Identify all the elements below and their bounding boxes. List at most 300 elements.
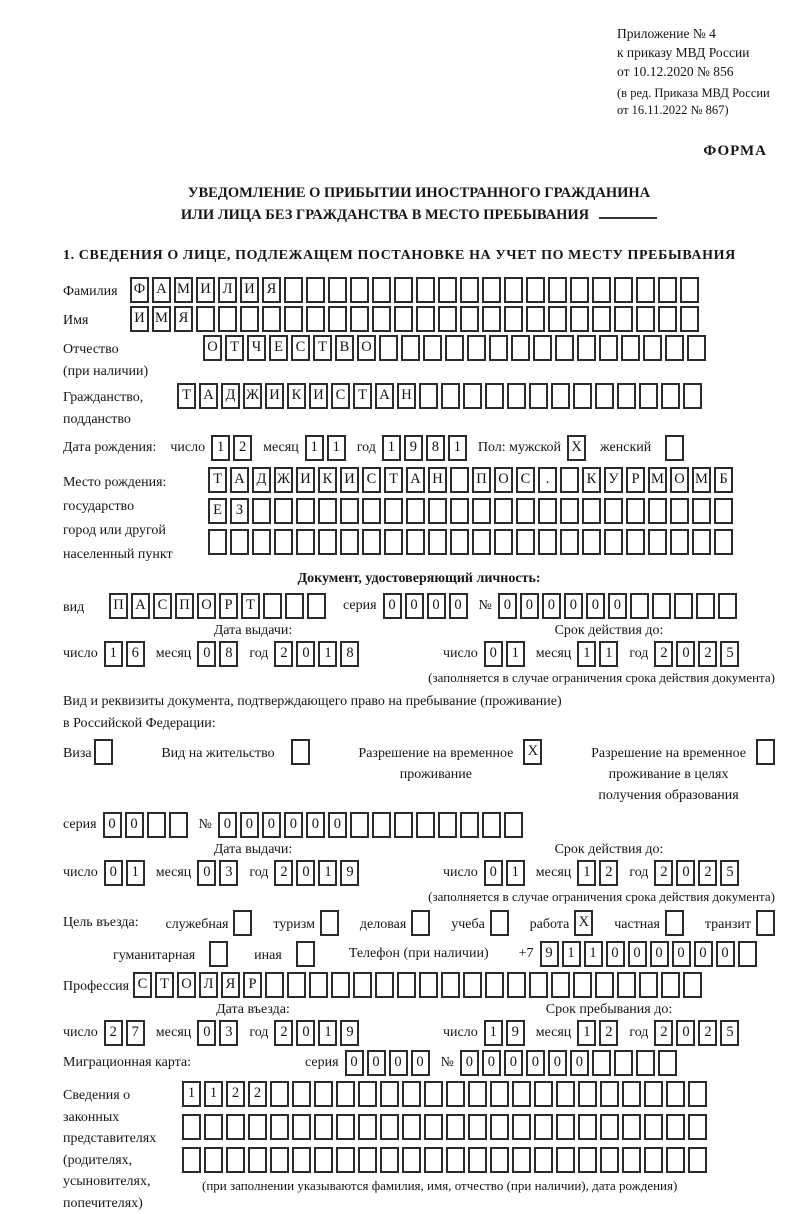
char-cell[interactable]: Т [353, 383, 372, 409]
char-cell[interactable] [604, 529, 623, 555]
char-cell[interactable]: О [357, 335, 376, 361]
char-cell[interactable]: 2 [599, 860, 618, 886]
char-cell[interactable] [644, 1081, 663, 1107]
char-cell[interactable] [512, 1114, 531, 1140]
char-cell[interactable]: 0 [197, 860, 216, 886]
char-cell[interactable] [218, 306, 237, 332]
char-cell[interactable] [182, 1147, 201, 1173]
char-cell[interactable]: Т [384, 467, 403, 493]
char-cell[interactable] [526, 306, 545, 332]
char-cell[interactable] [592, 277, 611, 303]
char-cell[interactable] [296, 529, 315, 555]
char-cell[interactable]: 0 [716, 941, 735, 967]
char-cell[interactable]: 2 [104, 1020, 123, 1046]
char-cell[interactable] [661, 383, 680, 409]
char-cell[interactable]: 2 [248, 1081, 267, 1107]
char-cell[interactable] [468, 1114, 487, 1140]
male-checkbox[interactable]: X [567, 435, 586, 461]
char-cell[interactable] [358, 1147, 377, 1173]
char-cell[interactable]: 1 [327, 435, 346, 461]
char-cell[interactable] [556, 1081, 575, 1107]
char-cell[interactable] [692, 529, 711, 555]
char-cell[interactable] [516, 498, 535, 524]
char-cell[interactable] [511, 335, 530, 361]
char-cell[interactable]: 1 [506, 860, 525, 886]
char-cell[interactable]: М [648, 467, 667, 493]
char-cell[interactable]: И [130, 306, 149, 332]
char-cell[interactable] [270, 1081, 289, 1107]
char-cell[interactable]: 0 [564, 593, 583, 619]
char-cell[interactable]: И [240, 277, 259, 303]
char-cell[interactable] [353, 972, 372, 998]
char-cell[interactable] [350, 812, 369, 838]
char-cell[interactable] [482, 306, 501, 332]
char-cell[interactable] [507, 383, 526, 409]
char-cell[interactable]: 0 [296, 1020, 315, 1046]
char-cell[interactable] [485, 383, 504, 409]
char-cell[interactable]: 0 [405, 593, 424, 619]
char-cell[interactable] [534, 1081, 553, 1107]
char-cell[interactable] [274, 498, 293, 524]
char-cell[interactable]: К [582, 467, 601, 493]
char-cell[interactable]: 1 [104, 641, 123, 667]
char-cell[interactable] [560, 498, 579, 524]
char-cell[interactable] [516, 529, 535, 555]
char-cell[interactable]: 8 [340, 641, 359, 667]
char-cell[interactable] [644, 1114, 663, 1140]
char-cell[interactable] [358, 1081, 377, 1107]
char-cell[interactable] [556, 1147, 575, 1173]
char-cell[interactable] [658, 1050, 677, 1076]
purpose-checkbox-tourism[interactable] [320, 910, 339, 936]
char-cell[interactable] [573, 972, 592, 998]
char-cell[interactable]: М [692, 467, 711, 493]
char-cell[interactable]: А [375, 383, 394, 409]
char-cell[interactable] [534, 1114, 553, 1140]
char-cell[interactable] [555, 335, 574, 361]
char-cell[interactable]: Р [219, 593, 238, 619]
char-cell[interactable] [380, 1147, 399, 1173]
char-cell[interactable]: А [199, 383, 218, 409]
char-cell[interactable] [362, 498, 381, 524]
char-cell[interactable] [648, 498, 667, 524]
char-cell[interactable] [468, 1147, 487, 1173]
char-cell[interactable]: 0 [520, 593, 539, 619]
char-cell[interactable] [460, 277, 479, 303]
char-cell[interactable] [595, 383, 614, 409]
char-cell[interactable]: 5 [720, 641, 739, 667]
char-cell[interactable]: 0 [296, 641, 315, 667]
char-cell[interactable] [688, 1147, 707, 1173]
char-cell[interactable] [643, 335, 662, 361]
char-cell[interactable]: С [362, 467, 381, 493]
char-cell[interactable] [362, 529, 381, 555]
char-cell[interactable] [314, 1147, 333, 1173]
char-cell[interactable]: 1 [318, 860, 337, 886]
char-cell[interactable]: И [196, 277, 215, 303]
char-cell[interactable]: К [318, 467, 337, 493]
char-cell[interactable] [636, 306, 655, 332]
char-cell[interactable] [240, 306, 259, 332]
char-cell[interactable]: У [604, 467, 623, 493]
char-cell[interactable]: С [516, 467, 535, 493]
char-cell[interactable] [578, 1081, 597, 1107]
char-cell[interactable]: 1 [182, 1081, 201, 1107]
char-cell[interactable]: М [152, 306, 171, 332]
char-cell[interactable] [394, 306, 413, 332]
char-cell[interactable]: 0 [449, 593, 468, 619]
char-cell[interactable] [485, 972, 504, 998]
char-cell[interactable]: Л [199, 972, 218, 998]
char-cell[interactable] [680, 306, 699, 332]
char-cell[interactable] [600, 1114, 619, 1140]
char-cell[interactable] [482, 812, 501, 838]
char-cell[interactable]: 0 [218, 812, 237, 838]
char-cell[interactable] [467, 335, 486, 361]
char-cell[interactable] [680, 277, 699, 303]
char-cell[interactable]: Т [241, 593, 260, 619]
char-cell[interactable]: 0 [125, 812, 144, 838]
char-cell[interactable]: Я [221, 972, 240, 998]
char-cell[interactable]: 0 [460, 1050, 479, 1076]
char-cell[interactable]: 0 [240, 812, 259, 838]
char-cell[interactable]: 9 [340, 860, 359, 886]
char-cell[interactable] [489, 335, 508, 361]
female-checkbox[interactable] [665, 435, 684, 461]
char-cell[interactable] [314, 1081, 333, 1107]
char-cell[interactable]: Ж [274, 467, 293, 493]
char-cell[interactable] [570, 277, 589, 303]
char-cell[interactable] [263, 593, 282, 619]
char-cell[interactable] [683, 972, 702, 998]
char-cell[interactable] [416, 306, 435, 332]
char-cell[interactable]: 0 [296, 860, 315, 886]
purpose-checkbox-humanitarian[interactable] [209, 941, 228, 967]
char-cell[interactable] [292, 1114, 311, 1140]
char-cell[interactable]: 0 [672, 941, 691, 967]
char-cell[interactable]: 1 [562, 941, 581, 967]
char-cell[interactable]: 1 [577, 641, 596, 667]
residence-permit-checkbox[interactable] [291, 739, 310, 765]
char-cell[interactable]: 0 [262, 812, 281, 838]
char-cell[interactable] [482, 277, 501, 303]
char-cell[interactable] [384, 498, 403, 524]
char-cell[interactable] [402, 1114, 421, 1140]
char-cell[interactable] [504, 812, 523, 838]
char-cell[interactable] [372, 277, 391, 303]
char-cell[interactable]: Б [714, 467, 733, 493]
char-cell[interactable]: П [109, 593, 128, 619]
char-cell[interactable]: Ч [247, 335, 266, 361]
char-cell[interactable] [463, 383, 482, 409]
char-cell[interactable] [248, 1114, 267, 1140]
char-cell[interactable] [538, 498, 557, 524]
char-cell[interactable] [670, 529, 689, 555]
char-cell[interactable]: О [197, 593, 216, 619]
char-cell[interactable]: 2 [233, 435, 252, 461]
char-cell[interactable] [424, 1081, 443, 1107]
char-cell[interactable]: А [230, 467, 249, 493]
char-cell[interactable]: 1 [484, 1020, 503, 1046]
char-cell[interactable] [548, 277, 567, 303]
char-cell[interactable] [416, 812, 435, 838]
char-cell[interactable] [560, 467, 579, 493]
char-cell[interactable] [688, 1114, 707, 1140]
char-cell[interactable] [328, 306, 347, 332]
char-cell[interactable] [538, 529, 557, 555]
char-cell[interactable]: Д [221, 383, 240, 409]
char-cell[interactable] [336, 1147, 355, 1173]
rvp-checkbox[interactable]: X [523, 739, 542, 765]
char-cell[interactable] [592, 306, 611, 332]
char-cell[interactable]: П [472, 467, 491, 493]
char-cell[interactable]: 0 [197, 641, 216, 667]
char-cell[interactable] [284, 306, 303, 332]
char-cell[interactable]: 0 [548, 1050, 567, 1076]
char-cell[interactable]: . [538, 467, 557, 493]
purpose-checkbox-study[interactable] [490, 910, 509, 936]
char-cell[interactable] [428, 529, 447, 555]
char-cell[interactable] [441, 972, 460, 998]
char-cell[interactable] [446, 1081, 465, 1107]
char-cell[interactable]: 3 [219, 860, 238, 886]
char-cell[interactable]: 0 [411, 1050, 430, 1076]
char-cell[interactable] [468, 1081, 487, 1107]
char-cell[interactable]: 0 [570, 1050, 589, 1076]
char-cell[interactable] [529, 383, 548, 409]
char-cell[interactable] [394, 812, 413, 838]
char-cell[interactable] [314, 1114, 333, 1140]
char-cell[interactable]: 1 [126, 860, 145, 886]
char-cell[interactable]: Т [313, 335, 332, 361]
char-cell[interactable]: 9 [404, 435, 423, 461]
char-cell[interactable] [665, 335, 684, 361]
char-cell[interactable] [622, 1081, 641, 1107]
char-cell[interactable]: 8 [219, 641, 238, 667]
char-cell[interactable]: 0 [427, 593, 446, 619]
char-cell[interactable] [424, 1147, 443, 1173]
char-cell[interactable]: 8 [426, 435, 445, 461]
char-cell[interactable]: 0 [484, 641, 503, 667]
char-cell[interactable] [372, 306, 391, 332]
char-cell[interactable]: А [131, 593, 150, 619]
purpose-checkbox-business[interactable] [411, 910, 430, 936]
char-cell[interactable] [472, 529, 491, 555]
char-cell[interactable] [533, 335, 552, 361]
char-cell[interactable] [204, 1147, 223, 1173]
char-cell[interactable] [380, 1114, 399, 1140]
char-cell[interactable]: 0 [650, 941, 669, 967]
char-cell[interactable] [450, 529, 469, 555]
purpose-checkbox-private[interactable] [665, 910, 684, 936]
purpose-checkbox-business-trip[interactable] [233, 910, 252, 936]
char-cell[interactable] [573, 383, 592, 409]
char-cell[interactable]: Ж [243, 383, 262, 409]
char-cell[interactable] [336, 1081, 355, 1107]
char-cell[interactable]: 2 [654, 641, 673, 667]
char-cell[interactable]: 1 [305, 435, 324, 461]
char-cell[interactable] [402, 1147, 421, 1173]
char-cell[interactable] [424, 1114, 443, 1140]
char-cell[interactable] [226, 1114, 245, 1140]
char-cell[interactable] [490, 1114, 509, 1140]
char-cell[interactable] [375, 972, 394, 998]
char-cell[interactable] [582, 529, 601, 555]
char-cell[interactable] [441, 383, 460, 409]
char-cell[interactable]: 1 [584, 941, 603, 967]
char-cell[interactable] [490, 1081, 509, 1107]
char-cell[interactable]: П [175, 593, 194, 619]
char-cell[interactable] [556, 1114, 575, 1140]
char-cell[interactable] [614, 1050, 633, 1076]
char-cell[interactable] [307, 593, 326, 619]
char-cell[interactable]: 0 [526, 1050, 545, 1076]
char-cell[interactable] [639, 383, 658, 409]
char-cell[interactable]: Н [428, 467, 447, 493]
char-cell[interactable]: 1 [382, 435, 401, 461]
char-cell[interactable] [384, 529, 403, 555]
char-cell[interactable] [639, 972, 658, 998]
char-cell[interactable] [658, 306, 677, 332]
char-cell[interactable] [636, 277, 655, 303]
char-cell[interactable]: 1 [599, 641, 618, 667]
visa-checkbox[interactable] [94, 739, 113, 765]
char-cell[interactable]: 2 [599, 1020, 618, 1046]
char-cell[interactable] [438, 277, 457, 303]
char-cell[interactable] [636, 1050, 655, 1076]
char-cell[interactable]: 0 [586, 593, 605, 619]
char-cell[interactable]: 1 [318, 1020, 337, 1046]
char-cell[interactable] [428, 498, 447, 524]
char-cell[interactable]: 1 [318, 641, 337, 667]
char-cell[interactable] [230, 529, 249, 555]
char-cell[interactable] [262, 306, 281, 332]
char-cell[interactable]: Т [177, 383, 196, 409]
char-cell[interactable]: 0 [676, 860, 695, 886]
char-cell[interactable] [438, 306, 457, 332]
rvp-education-checkbox[interactable] [756, 739, 775, 765]
char-cell[interactable] [551, 972, 570, 998]
char-cell[interactable] [617, 972, 636, 998]
char-cell[interactable] [292, 1147, 311, 1173]
char-cell[interactable] [328, 277, 347, 303]
char-cell[interactable]: 7 [126, 1020, 145, 1046]
char-cell[interactable] [401, 335, 420, 361]
char-cell[interactable]: Н [397, 383, 416, 409]
char-cell[interactable]: 9 [540, 941, 559, 967]
char-cell[interactable]: 0 [606, 941, 625, 967]
char-cell[interactable] [652, 593, 671, 619]
char-cell[interactable] [416, 277, 435, 303]
char-cell[interactable]: С [133, 972, 152, 998]
char-cell[interactable] [529, 972, 548, 998]
char-cell[interactable] [284, 277, 303, 303]
char-cell[interactable]: Р [626, 467, 645, 493]
char-cell[interactable] [252, 498, 271, 524]
char-cell[interactable] [687, 335, 706, 361]
char-cell[interactable] [204, 1114, 223, 1140]
char-cell[interactable] [512, 1147, 531, 1173]
char-cell[interactable] [318, 529, 337, 555]
purpose-checkbox-work[interactable]: X [574, 910, 593, 936]
char-cell[interactable]: 0 [628, 941, 647, 967]
char-cell[interactable]: 2 [698, 641, 717, 667]
char-cell[interactable] [446, 1114, 465, 1140]
char-cell[interactable]: Е [208, 498, 227, 524]
char-cell[interactable] [350, 306, 369, 332]
char-cell[interactable]: 0 [197, 1020, 216, 1046]
char-cell[interactable] [309, 972, 328, 998]
char-cell[interactable]: 0 [284, 812, 303, 838]
char-cell[interactable] [208, 529, 227, 555]
char-cell[interactable] [423, 335, 442, 361]
char-cell[interactable]: Е [269, 335, 288, 361]
char-cell[interactable] [578, 1147, 597, 1173]
char-cell[interactable] [372, 812, 391, 838]
char-cell[interactable]: 0 [676, 641, 695, 667]
char-cell[interactable] [592, 1050, 611, 1076]
char-cell[interactable] [252, 529, 271, 555]
char-cell[interactable]: О [494, 467, 513, 493]
char-cell[interactable] [438, 812, 457, 838]
char-cell[interactable] [285, 593, 304, 619]
char-cell[interactable] [394, 277, 413, 303]
char-cell[interactable] [600, 1147, 619, 1173]
char-cell[interactable] [599, 335, 618, 361]
char-cell[interactable] [614, 277, 633, 303]
char-cell[interactable] [472, 498, 491, 524]
char-cell[interactable]: 2 [654, 860, 673, 886]
char-cell[interactable] [397, 972, 416, 998]
char-cell[interactable]: 0 [542, 593, 561, 619]
char-cell[interactable] [614, 306, 633, 332]
char-cell[interactable]: О [177, 972, 196, 998]
char-cell[interactable] [350, 277, 369, 303]
char-cell[interactable] [287, 972, 306, 998]
char-cell[interactable] [578, 1114, 597, 1140]
char-cell[interactable] [512, 1081, 531, 1107]
char-cell[interactable] [658, 277, 677, 303]
char-cell[interactable] [306, 306, 325, 332]
char-cell[interactable] [340, 498, 359, 524]
char-cell[interactable] [147, 812, 166, 838]
char-cell[interactable] [548, 306, 567, 332]
char-cell[interactable]: З [230, 498, 249, 524]
char-cell[interactable]: 2 [698, 860, 717, 886]
char-cell[interactable] [626, 529, 645, 555]
char-cell[interactable] [380, 1081, 399, 1107]
char-cell[interactable]: 0 [498, 593, 517, 619]
char-cell[interactable] [450, 467, 469, 493]
char-cell[interactable] [306, 277, 325, 303]
char-cell[interactable]: 1 [211, 435, 230, 461]
char-cell[interactable] [490, 1147, 509, 1173]
char-cell[interactable]: 0 [306, 812, 325, 838]
char-cell[interactable] [630, 593, 649, 619]
char-cell[interactable]: 1 [577, 1020, 596, 1046]
char-cell[interactable] [600, 1081, 619, 1107]
char-cell[interactable]: 0 [676, 1020, 695, 1046]
char-cell[interactable]: 0 [103, 812, 122, 838]
char-cell[interactable] [661, 972, 680, 998]
char-cell[interactable]: 0 [504, 1050, 523, 1076]
char-cell[interactable]: 0 [484, 860, 503, 886]
char-cell[interactable]: Т [155, 972, 174, 998]
char-cell[interactable]: И [296, 467, 315, 493]
char-cell[interactable] [692, 498, 711, 524]
char-cell[interactable] [445, 335, 464, 361]
char-cell[interactable] [340, 529, 359, 555]
